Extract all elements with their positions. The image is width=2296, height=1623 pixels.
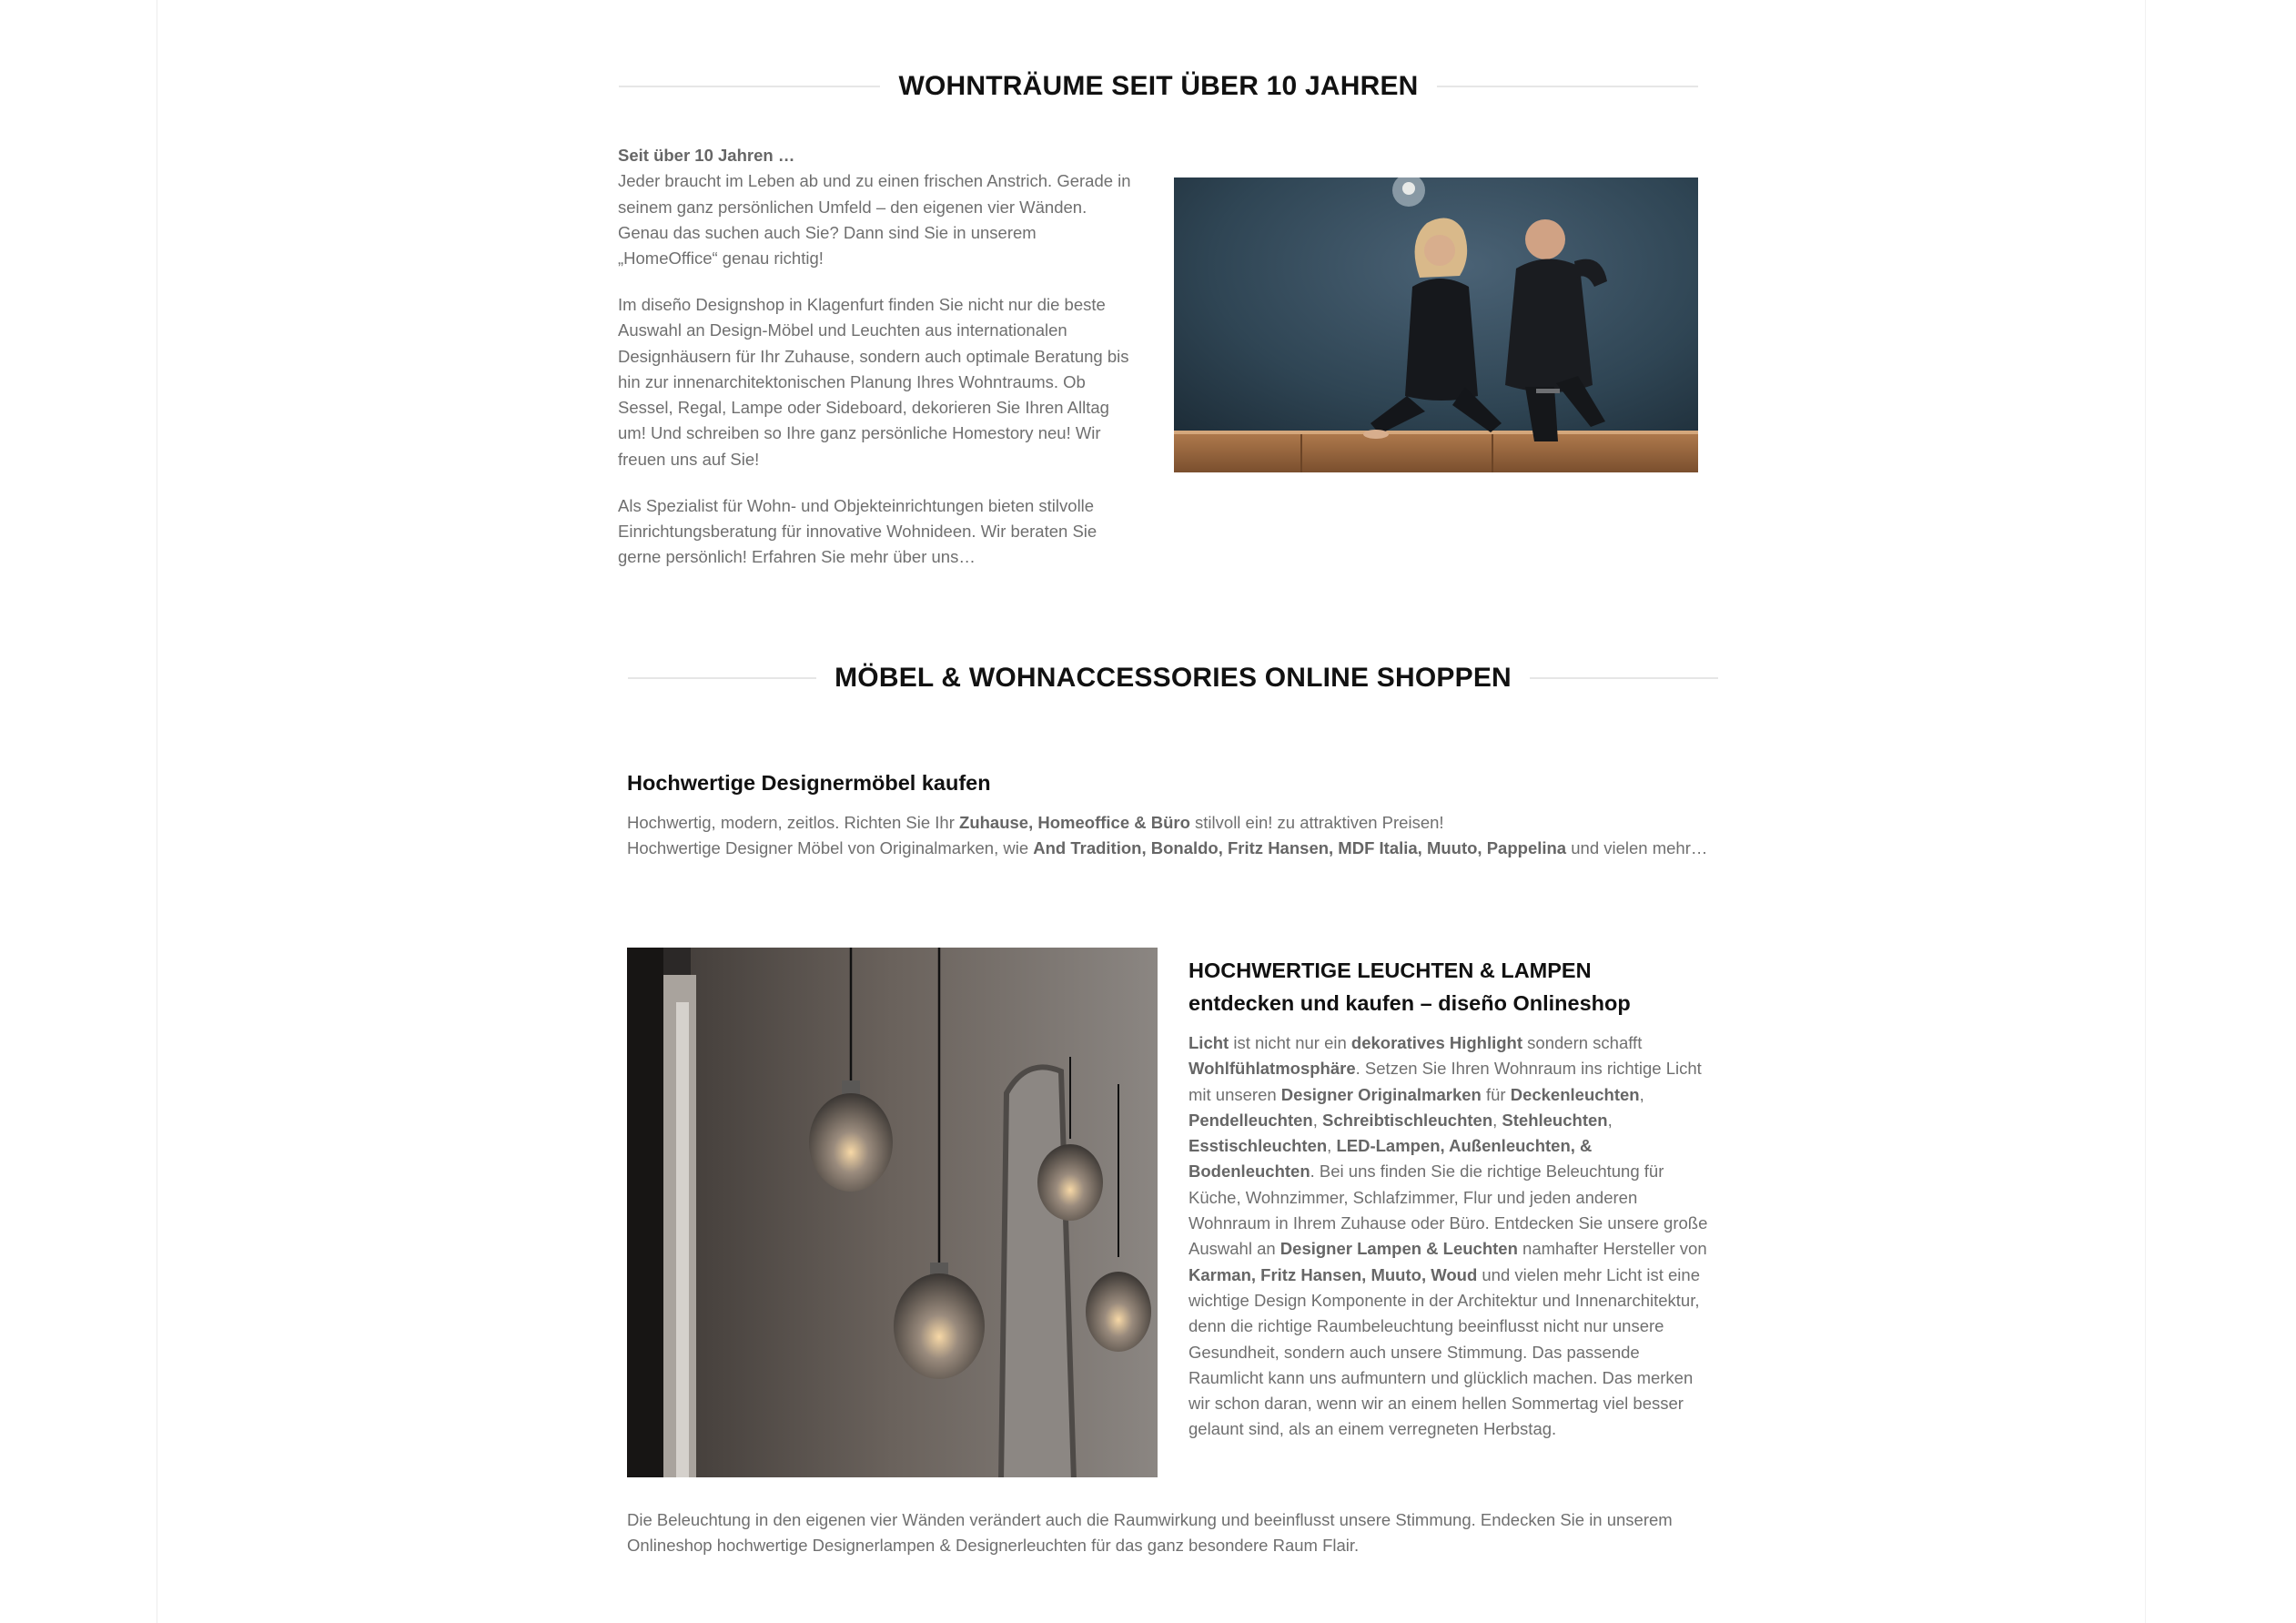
furniture-highlight-1: Zuhause, Homeoffice & Büro: [959, 813, 1190, 832]
lights-heading-line-1: HOCHWERTIGE LEUCHTEN & LAMPEN: [1188, 959, 1592, 982]
lighting-footer-text: Die Beleuchtung in den eigenen vier Wänden verändert auch die Raumwirkung und beeinflusst unsere Stimmung. Endecken Sie in unserem Onlineshop hochwertige Designerlampen & Designerleuchten für das ganz besondere Raum Flair.: [627, 1510, 1673, 1556]
about-paragraph-3: Als Spezialist für Wohn- und Objekteinrichtungen bieten stilvolle Einrichtungsberatung für innovative Wohnideen. Wir beraten Sie gerne persönlich! Erfahren Sie mehr über uns…: [618, 495, 1097, 567]
about-paragraph-1: [618, 143, 1140, 271]
heading-rule-right: [1530, 677, 1718, 679]
section-title: MÖBEL & WOHNACCESSORIES ONLINE SHOPPEN: [834, 663, 1512, 693]
furniture-line-1: Hochwertig, modern, zeitlos. Richten Sie Ihr Zuhause, Homeoffice & Büro stilvoll ein! zu attraktiven Preisen!: [627, 813, 1444, 832]
founders-photo: [1174, 178, 1698, 472]
about-paragraph-2: Im diseño Designshop in Klagenfurt finden Sie nicht nur die beste Auswahl an Design-Möbel und Leuchten aus internationalen Designhäusern für Ihr Zuhause, sondern auch optimale Beratung bis hin zur innenarchitektonischen Planung Ihres Wohntraums. Ob Sessel, Regal, Lampe oder Sideboard, dekorieren Sie Ihren Alltag um! Und schreiben so Ihre ganz persönliche Homestory neu! Wir freuen uns auf Sie!: [618, 294, 1129, 469]
about-intro-bold: Seit über 10 Jahren …: [618, 146, 795, 165]
page-edge-right: [2145, 0, 2146, 1623]
pendant-lamps-photo: [627, 948, 1158, 1477]
section-title: WOHNTRÄUME SEIT ÜBER 10 JAHREN: [898, 71, 1419, 101]
heading-rule-right: [1437, 86, 1698, 87]
heading-rule-left: [619, 86, 880, 87]
furniture-brands: And Tradition, Bonaldo, Fritz Hansen, MDF Italia, Muuto, Pappelina: [1033, 838, 1567, 858]
about-text-block: [618, 143, 1140, 591]
about-intro-text: Jeder braucht im Leben ab und zu einen frischen Anstrich. Gerade in seinem ganz persönlichen Umfeld – den eigenen vier Wänden. Genau das suchen auch Sie? Dann sind Sie in unserem „HomeOffice“ genau richtig!: [618, 171, 1131, 269]
heading-rule-left: [628, 677, 816, 679]
furniture-text: [627, 810, 1719, 862]
lights-heading: [1188, 954, 1735, 1019]
section-heading-wohntraeume: [619, 71, 1698, 102]
lights-text: Licht ist nicht nur ein dekoratives Highlight sondern schafft Wohlfühlatmosphäre. Setzen Sie Ihren Wohnraum ins richtige Licht mit unseren Designer Originalmarken für Deckenleuchten, Pendelleuchten, Schreibtischleuchten, Stehleuchten, Esstischleuchten, LED-Lampen, Außenleuchten, & Bodenleuchten. Bei uns finden Sie die richtige Beleuchtung für Küche, Wohnzimmer, Schlafzimmer, Flur und jeden anderen Wohnraum in Ihrem Zuhause oder Büro. Entdecken Sie unsere große Auswahl an Designer Lampen & Leuchten namhafter Hersteller von Karman, Fritz Hansen, Muuto, Woud und vielen mehr Licht ist eine wichtige Design Komponente in der Architektur und Innenarchitektur, denn die richtige Raumbeleuchtung beeinflusst nicht nur unsere Gesundheit, sondern auch unsere Stimmung. Das passende Raumlicht kann uns aufmuntern und glücklich machen. Das merken wir schon daran, wenn wir an einem hellen Sommertag viel besser gelaunt sind, als an einem verregneten Herbstag.: [1188, 1033, 1708, 1439]
section-heading-moebel: [628, 663, 1718, 694]
lights-heading-line-2: entdecken und kaufen – diseño Onlineshop: [1188, 991, 1631, 1015]
furniture-line-2: Hochwertige Designer Möbel von Originalmarken, wie And Tradition, Bonaldo, Fritz Hansen, MDF Italia, Muuto, Pappelina und vielen mehr…: [627, 838, 1708, 858]
furniture-heading: Hochwertige Designermöbel kaufen: [627, 771, 991, 795]
